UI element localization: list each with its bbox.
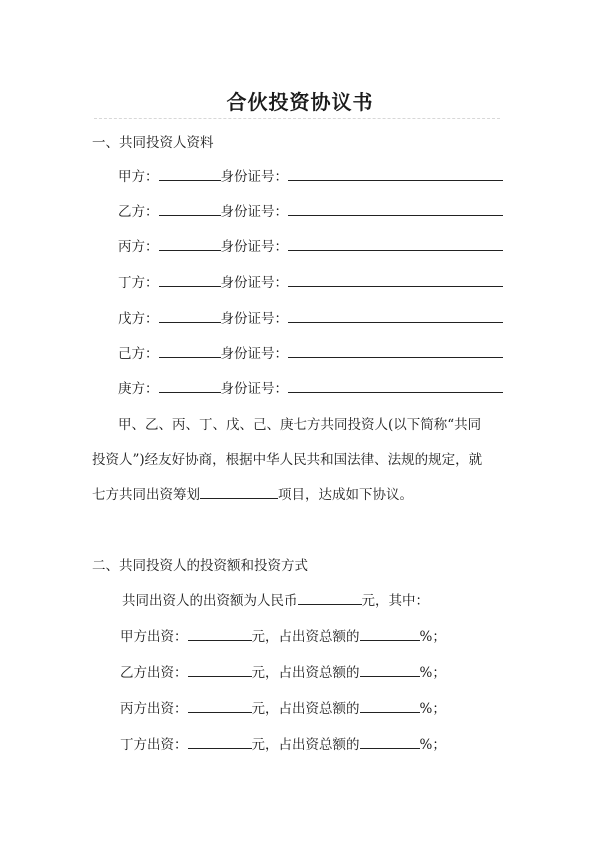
party-name-blank: [159, 201, 221, 216]
id-label: 身份证号：: [220, 204, 288, 220]
contribution-row-yi: [120, 662, 446, 682]
party-label: 丙方：: [118, 239, 159, 255]
percent-blank: [360, 626, 420, 641]
party-label: 乙方：: [118, 204, 159, 220]
id-number-blank: [288, 272, 503, 287]
id-label: 身份证号：: [220, 311, 288, 327]
party-row-wu: [118, 308, 503, 328]
contribution-row-bing: [120, 698, 446, 718]
total-suffix: 元，其中：: [361, 593, 429, 609]
contribution-row-jia: [120, 626, 446, 646]
id-label: 身份证号：: [220, 169, 288, 185]
id-number-blank: [288, 201, 503, 216]
percent-sign: %；: [419, 737, 446, 753]
party-row-geng: [118, 378, 503, 398]
document-title: 合伙投资协议书: [226, 90, 374, 114]
party-name-blank: [159, 343, 221, 358]
party-label: 己方：: [118, 346, 159, 362]
intro-paragraph-line1: 甲、乙、丙、丁、戊、己、庚七方共同投资人(以下简称“共同: [118, 417, 482, 433]
id-number-blank: [288, 378, 503, 393]
project-suffix: 项目，达成如下协议。: [278, 487, 413, 503]
id-label: 身份证号：: [220, 346, 288, 362]
unit-text: 元，占出资总额的: [251, 665, 360, 681]
party-name-blank: [159, 308, 221, 323]
party-name-blank: [159, 236, 221, 251]
intro-paragraph-line2: 投资人”)经友好协商，根据中华人民共和国法律、法规的规定，就: [92, 452, 483, 468]
party-label: 丁方：: [118, 275, 159, 291]
amount-blank: [188, 662, 252, 677]
intro-paragraph-line3: [92, 484, 413, 504]
id-number-blank: [288, 236, 503, 251]
amount-blank: [188, 734, 252, 749]
total-amount-blank: [298, 590, 362, 605]
unit-text: 元，占出资总额的: [251, 737, 360, 753]
id-label: 身份证号：: [220, 275, 288, 291]
percent-sign: %；: [419, 701, 446, 717]
id-label: 身份证号：: [220, 381, 288, 397]
party-name-blank: [159, 272, 221, 287]
contribution-row-ding: [120, 734, 446, 754]
title-divider: [94, 118, 500, 119]
party-row-ji: [118, 343, 503, 363]
party-row-yi: [118, 201, 503, 221]
id-number-blank: [288, 308, 503, 323]
party-label: 庚方：: [118, 381, 159, 397]
unit-text: 元，占出资总额的: [251, 629, 360, 645]
amount-blank: [188, 698, 252, 713]
party-label: 甲方：: [118, 169, 159, 185]
project-name-blank: [200, 484, 278, 499]
percent-blank: [360, 734, 420, 749]
contribution-label: 丁方出资：: [120, 737, 188, 753]
percent-sign: %；: [419, 629, 446, 645]
id-label: 身份证号：: [220, 239, 288, 255]
contribution-label: 丙方出资：: [120, 701, 188, 717]
id-number-blank: [288, 166, 503, 181]
section1-heading: 一、共同投资人资料: [92, 135, 214, 151]
percent-blank: [360, 698, 420, 713]
party-name-blank: [159, 166, 221, 181]
party-label: 戊方：: [118, 311, 159, 327]
percent-sign: %；: [419, 665, 446, 681]
project-prefix: 七方共同出资筹划: [92, 487, 200, 503]
unit-text: 元，占出资总额的: [251, 701, 360, 717]
party-row-bing: [118, 236, 503, 256]
party-row-jia: [118, 166, 503, 186]
contribution-label: 乙方出资：: [120, 665, 188, 681]
party-name-blank: [159, 378, 221, 393]
total-contribution-line: [122, 590, 429, 610]
total-prefix: 共同出资人的出资额为人民币: [122, 593, 298, 609]
contribution-label: 甲方出资：: [120, 629, 188, 645]
percent-blank: [360, 662, 420, 677]
section2-heading: 二、共同投资人的投资额和投资方式: [92, 558, 308, 574]
amount-blank: [188, 626, 252, 641]
id-number-blank: [288, 343, 503, 358]
party-row-ding: [118, 272, 503, 292]
